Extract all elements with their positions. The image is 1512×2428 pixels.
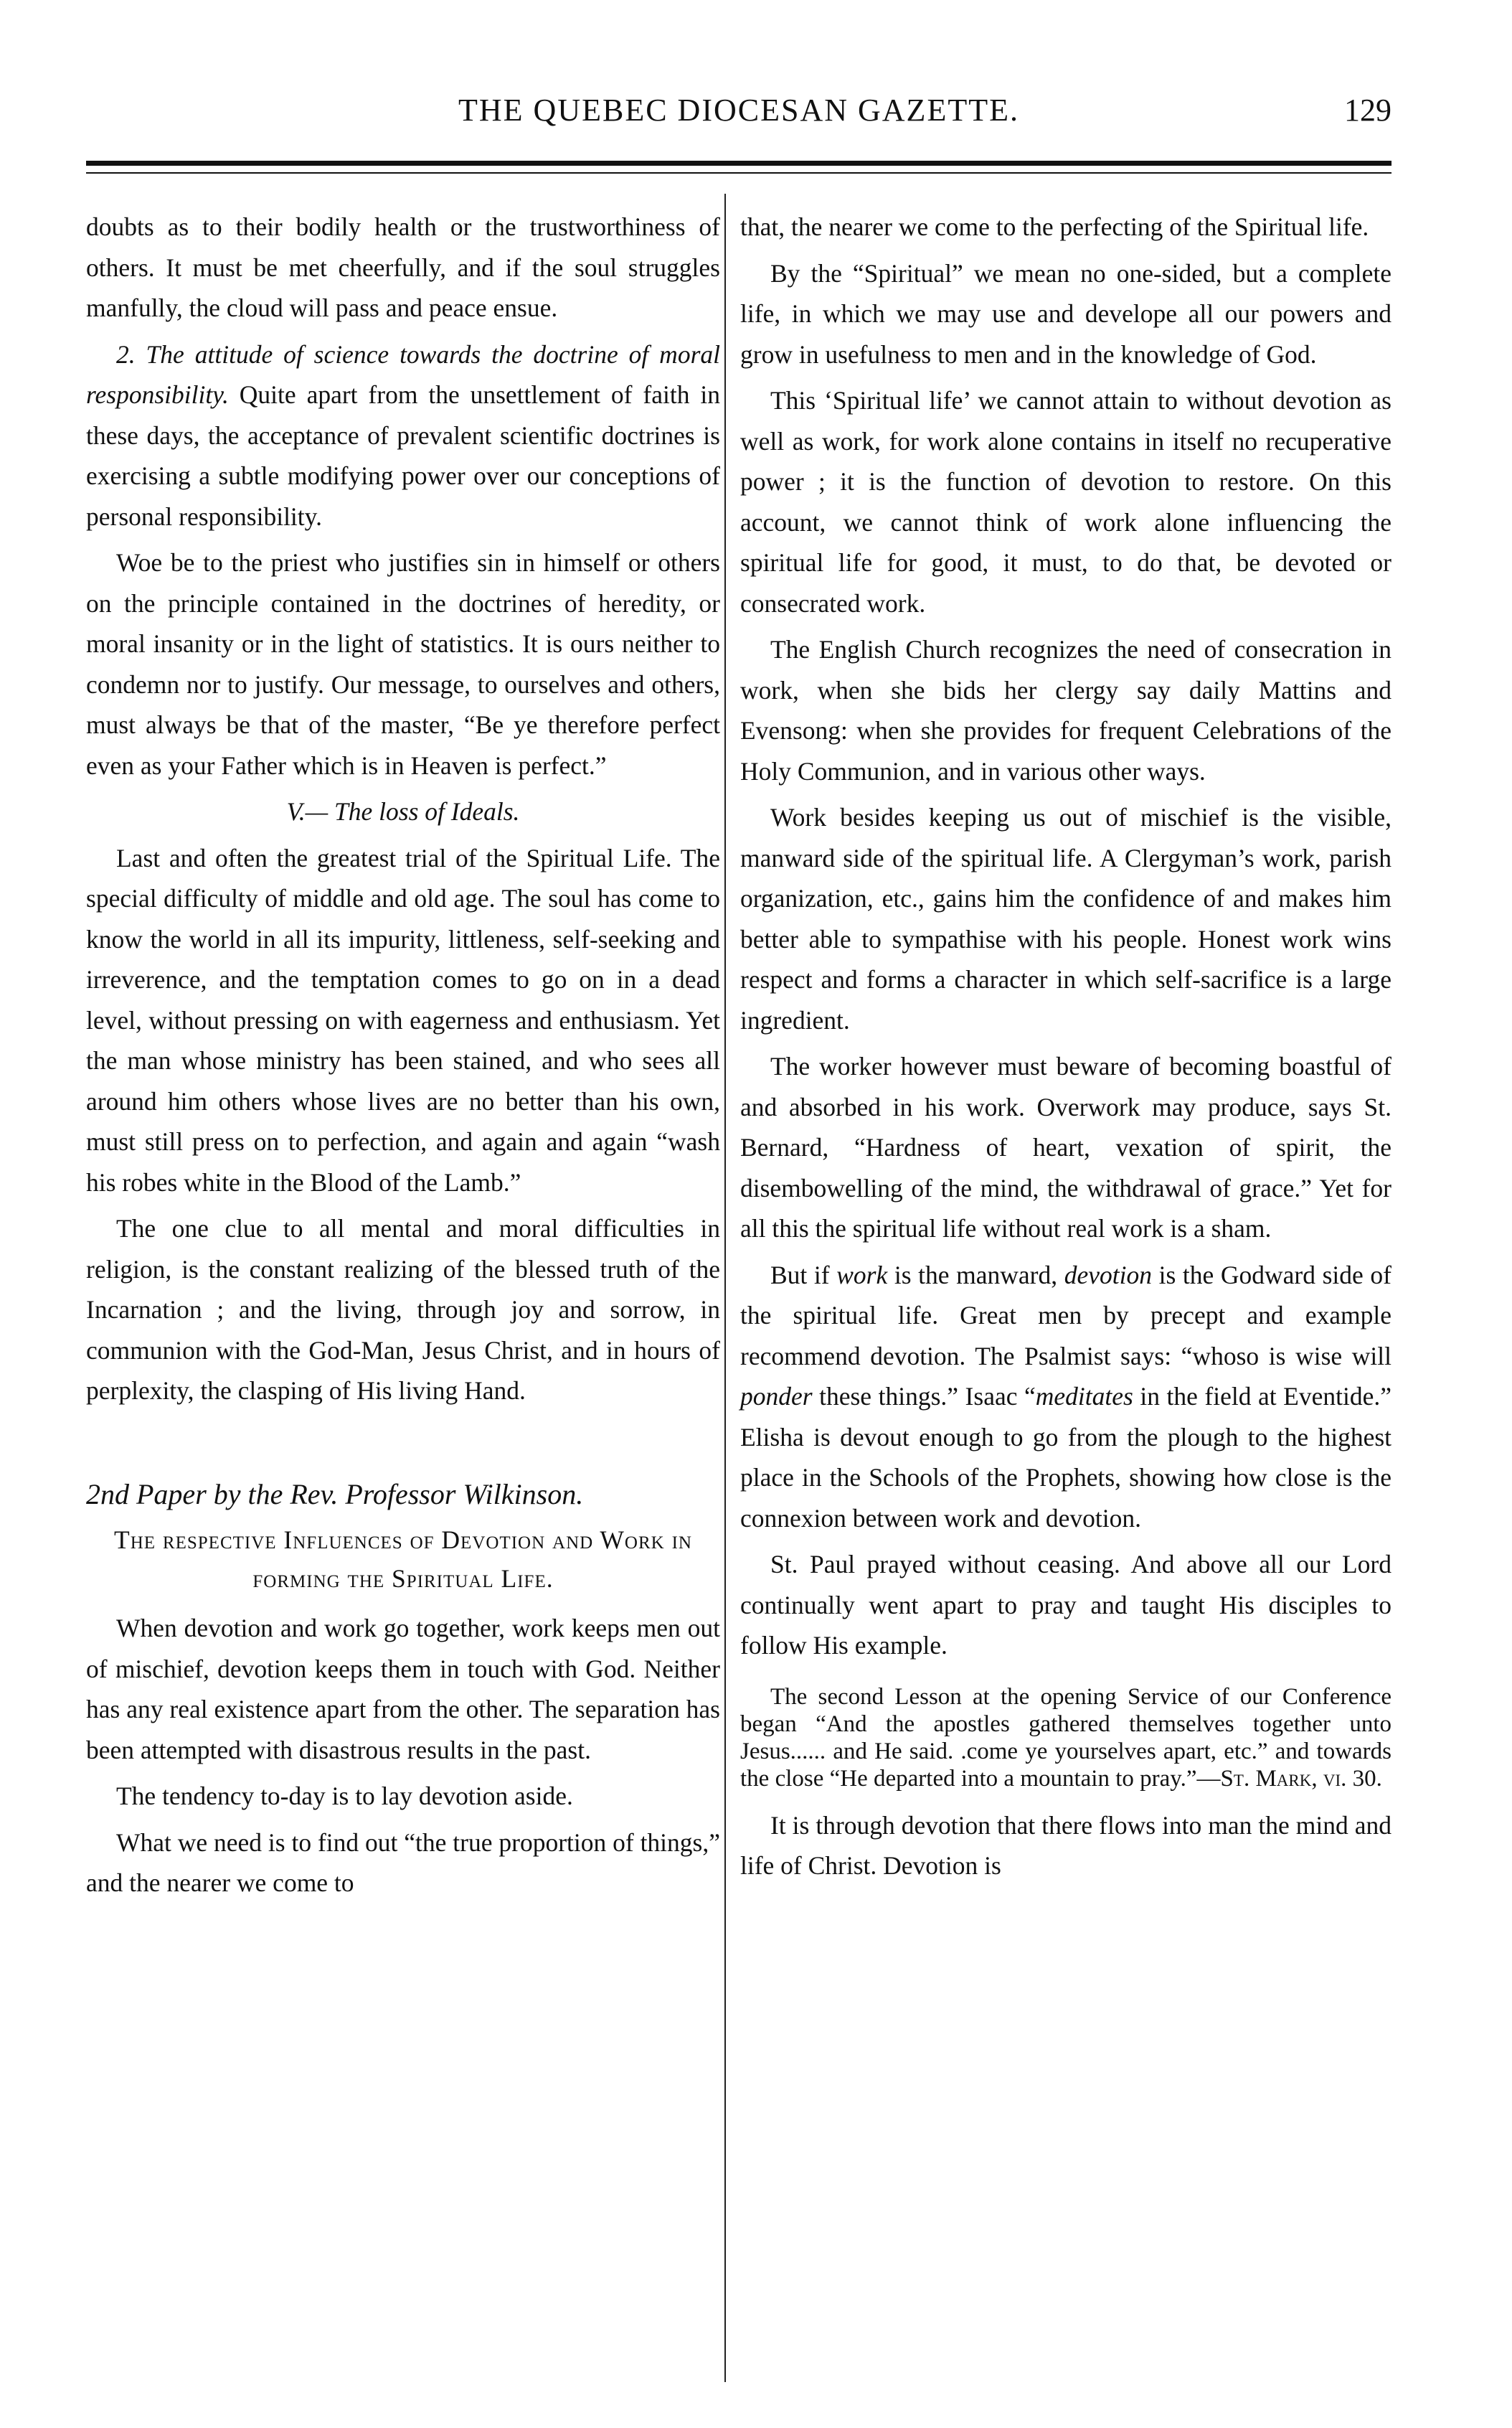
quote-reference: St. Mark, vi. 30. [1220,1765,1382,1792]
paragraph: This ‘Spiritual life’ we cannot attain to without devotion as well as work, for work alone contains in itself no recuperative power ; it is the function of devotion to restore. On this account, we cannot think of work alone influencing the spiritual life for good, it must, to do that, be devoted or consecrated work. [740,386,1391,618]
subsection-heading: 2. The attitude of science towards the doctrine of moral responsibility. [86,339,720,409]
paragraph: It is through devotion that there flows into man the mind and life of Christ. Devotion is [740,1810,1391,1880]
quote-block: The second Lesson at the opening Service of our Conference began “And the apostles gathered themselves together unto Jesus...... and He said. .come ye yourselves apart, etc.” and towards the close “He departed into a mountain to pray.”—St. Mark, vi. 30. [740,1683,1391,1792]
paper-title: The respective Influences of Devotion and Work in forming the Spiritual Life. [114,1525,692,1593]
paragraph: 2. The attitude of science towards the doctrine of moral responsibility. Quite apart from the unsettlement of faith in these days, the acceptance of prevalent scientific doctrines is exercising a subtle modifying power over our conceptions of personal responsibility. [86,339,720,531]
page-title: THE QUEBEC DIOCESAN GAZETTE. [458,93,1019,128]
paragraph: When devotion and work go together, work keeps men out of mischief, devotion keeps them in touch with God. Neither has any real existence apart from the other. The separation has been attempted with disastrous results in the past. [86,1614,720,1764]
paragraph: By the “Spiritual” we mean no one-sided, but a complete life, in which we may use and develope all our powers and grow in usefulness to men and in the knowledge of God. [740,258,1391,369]
paragraph: The tendency to-day is to lay devotion aside. [116,1782,573,1810]
paragraph: But if work is the manward, devotion is the Godward side of the spiritual life. Great men by precept and example recommend devotion. The Psalmist says: “whoso is wise will ponder these things.” Isaac “meditates in the field at Eventide.” Elisha is devout enough to go from the plough to the highest place in the Schools of the Prophets, showing how close is the connexion between work and devotion. [740,1260,1391,1533]
page-number: 129 [1344,93,1391,128]
paragraph: The English Church recognizes the need of consecration in work, when she bids her clergy say daily Mattins and Evensong: when she provides for frequent Celebrations of the Holy Communion, and in various other ways. [740,635,1391,786]
paragraph: What we need is to find out “the true proportion of things,” and the nearer we come to [86,1827,720,1897]
paper-byline: 2nd Paper by the Rev. Professor Wilkinson. [86,1477,584,1510]
paragraph: The one clue to all mental and moral difficulties in religion, is the constant realizing of the blessed truth of the Incarnation ; and the living, through joy and sorrow, in communion with the God-Man, Jesus Christ, and in hours of perplexity, the clasping of His living Hand. [86,1214,720,1405]
paragraph: doubts as to their bodily health or the trustworthiness of others. It must be met cheerfully, and if the soul struggles manfully, the cloud will pass and peace ensue. [86,212,720,322]
column-divider [724,194,726,2382]
page-header [86,92,1391,142]
right-column [740,207,1391,1892]
paragraph: The worker however must beware of becoming boastful of and absorbed in his work. Overwork may produce, says St. Bernard, “Hardness of heart, vexation of spirit, the disembowelling of the mind, the withdrawal of grace.” Yet for all this the spiritual life without real work is a sham. [740,1052,1391,1243]
left-column [86,207,720,1909]
section-heading: V.— The loss of Ideals. [286,797,520,826]
header-rule-thick [86,161,1391,166]
paragraph: St. Paul prayed without ceasing. And above all our Lord continually went apart to pray and taught His disciples to follow His example. [740,1550,1391,1660]
header-rule-thin [86,172,1391,174]
paragraph: Work besides keeping us out of mischief is the visible, manward side of the spiritual life. A Clergyman’s work, parish organization, etc., gains him the confidence of and makes him better able to sympathise with his people. Honest work wins respect and forms a character in which self-sacrifice is a large ingredient. [740,803,1391,1035]
paragraph: that, the nearer we come to the perfecting of the Spiritual life. [740,212,1369,241]
paragraph: Woe be to the priest who justifies sin in himself or others on the principle contained in the doctrines of heredity, or moral insanity or in the light of statistics. It is ours neither to condemn nor to justify. Our message, to ourselves and others, must always be that of the master, “Be ye therefore perfect even as your Father which is in Heaven is perfect.” [86,548,720,780]
paragraph: Last and often the greatest trial of the Spiritual Life. The special difficulty of middle and old age. The soul has come to know the world in all its impurity, littleness, self-seeking and irreverence, and the temptation comes to go on in a dead level, without pressing on with eagerness and enthusiasm. Yet the man whose ministry has been stained, and who sees all around him others whose lives are no better than his own, must still press on to perfection, and again and again “wash his robes white in the Blood of the Lamb.” [86,843,720,1197]
